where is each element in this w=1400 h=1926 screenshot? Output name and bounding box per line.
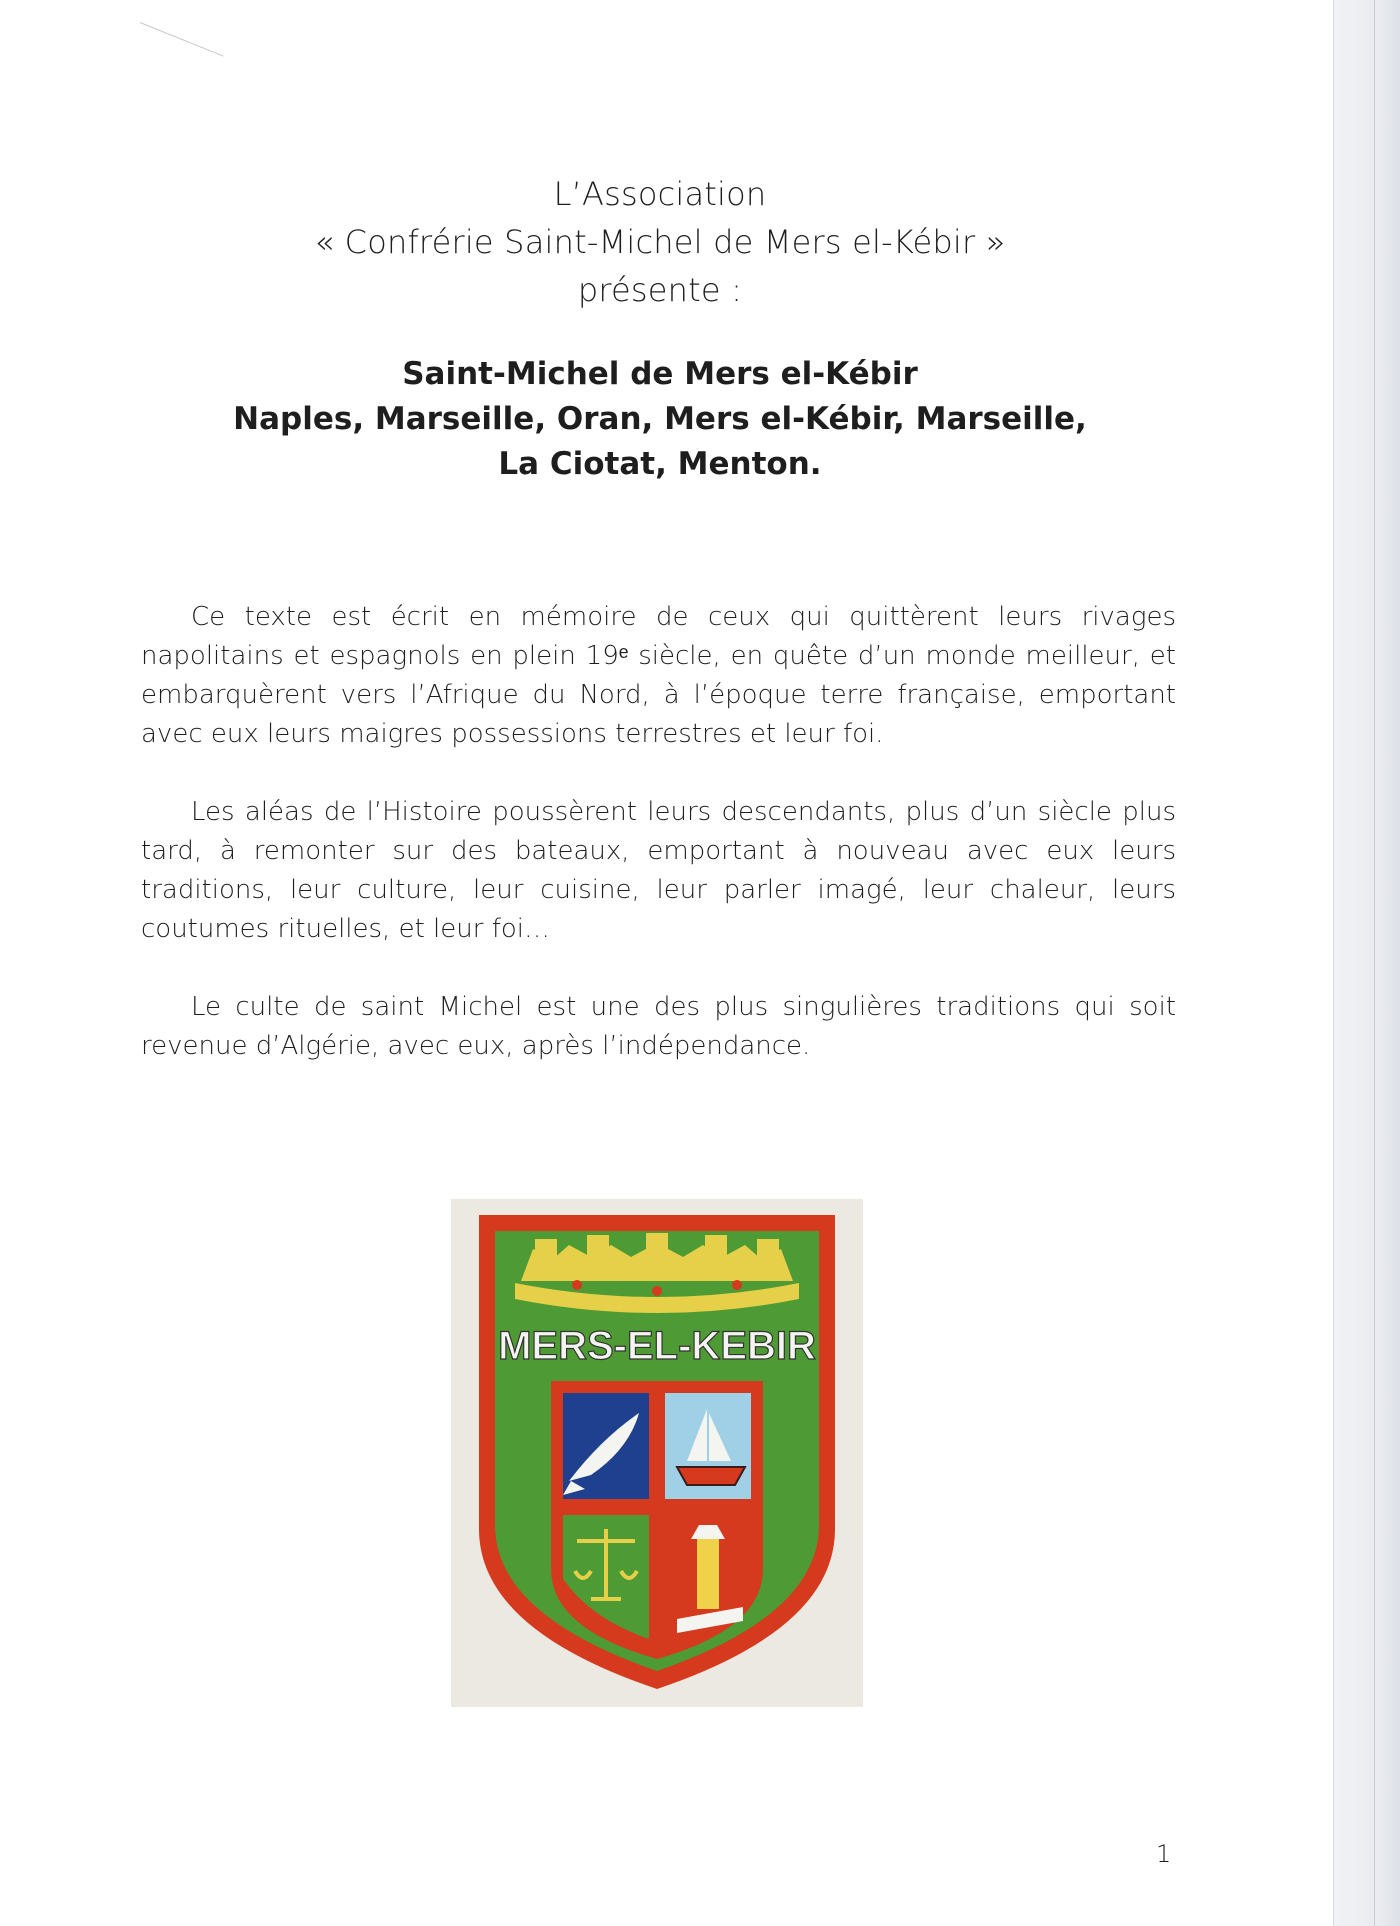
title-line-3: La Ciotat, Menton. <box>498 446 822 482</box>
title-line-1: Saint-Michel de Mers el-Kébir <box>402 356 918 392</box>
page-edge-line <box>1374 0 1375 1926</box>
association-header <box>160 170 1160 314</box>
mers-el-kebir-badge-photo <box>451 1199 863 1707</box>
scan-mark <box>140 22 224 57</box>
paragraph-memoire: Ce texte est écrit en mémoire de ceux qui quittèrent leurs rivages napolitains et espagnols en plein 19ᵉ siècle, en quête d’un monde meilleur, et embarquèrent vers l’Afrique du Nord, à l’époque terre française, emportant avec eux leurs maigres possessions terrestres et leur foi. <box>141 602 1176 749</box>
coat-of-arms-badge <box>451 1199 863 1707</box>
paragraph-aleas: Les aléas de l’Histoire poussèrent leurs descendants, plus d’un siècle plus tard, à remonter sur des bateaux, emportant à nouveau avec eux leurs traditions, leur culture, leur cuisine, leur parler imagé, leur chaleur, leurs coutumes rituelles, et leur foi… <box>141 797 1176 944</box>
header-line-presente: présente : <box>577 271 743 309</box>
header-line-association: L’Association <box>553 175 767 213</box>
page-number: 1 <box>1156 1840 1172 1868</box>
document-title <box>160 352 1160 487</box>
paragraph-culte: Le culte de saint Michel est une des plus singulières traditions qui soit revenue d’Algérie, avec eux, après l’indépendance. <box>141 992 1176 1061</box>
intro-text <box>141 598 1176 1105</box>
title-line-2: Naples, Marseille, Oran, Mers el-Kébir, Marseille, <box>233 401 1087 437</box>
page-edge-shadow <box>1333 0 1400 1926</box>
badge-name-text: MERS-EL-KEBIR <box>498 1324 816 1368</box>
header-line-confrerie: « Confrérie Saint-Michel de Mers el-Kébir » <box>314 223 1006 261</box>
